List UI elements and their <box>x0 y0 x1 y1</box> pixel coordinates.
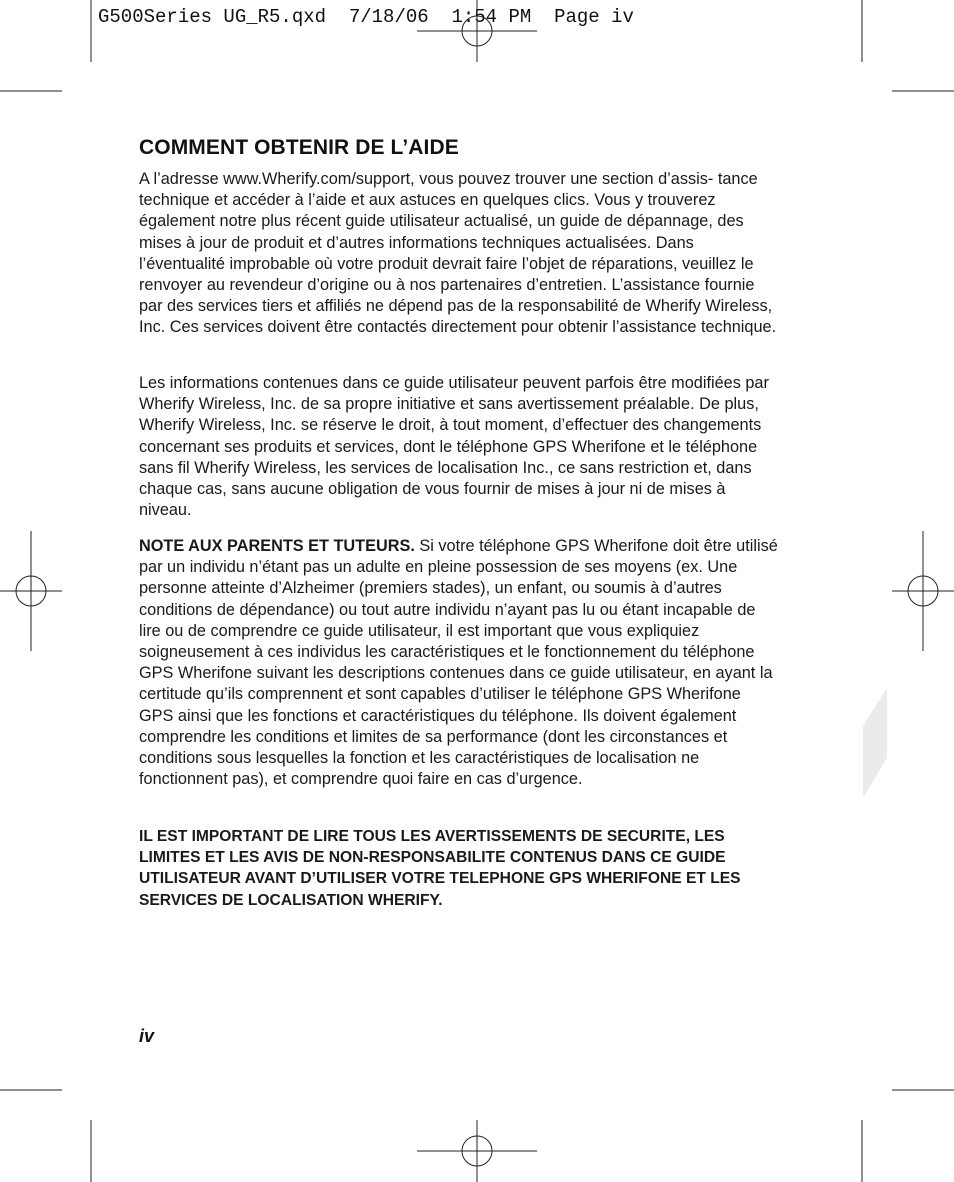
registration-mark-left <box>0 531 62 651</box>
registration-mark-bottom <box>417 1120 537 1182</box>
help-paragraph: A l’adresse www.Wherify.com/support, vous pouvez trouver une section d’assis- tance technique et accéder à l’aide et aux astuces en quelques clics. Vous y trouverez également notre plus récent guide utilisateur actualisé, un guide de dépannage, des mises à jour de produit et d’autres informations techniques actualisées. Dans l’éventualité improbable où votre produit devrait faire l’objet de réparations, veuillez le renvoyer au revendeur d’origine ou à nos partenaires d’entretien. L’assistance fournie par des services tiers et affiliés ne dépend pas de la responsabilité de Wherify Wireless, Inc. Ces services doivent être contactés directement pour obtenir l’assistance technique. <box>139 170 777 337</box>
safety-warning-paragraph: IL EST IMPORTANT DE LIRE TOUS LES AVERTISSEMENTS DE SECURITE, LES LIMITES ET LES AVIS DE NON-RESPONSABILITE CONTENUS DANS CE GUIDE UTILISATEUR AVANT D’UTILISER VOTRE TELEPHONE GPS WHERIFONE ET LES SERVICES DE LOCALISATION WHERIFY. <box>139 828 741 909</box>
disclaimer-paragraph: Les informations contenues dans ce guide utilisateur peuvent parfois être modifiées par Wherify Wireless, Inc. de sa propre initiative et sans avertissement préalable. De plus, Wherify Wireless, Inc. se réserve le droit, à tout moment, d’effectuer des changements concernant ses produits et services, dont le téléphone GPS Wherifone et le téléphone sans fil Wherify Wireless, les services de localisation Inc., ce sans restriction et, dans chaque cas, sans aucune obligation de vous fournir de mises à jour ni de mises à niveau. <box>139 374 769 520</box>
parents-note-heading: NOTE AUX PARENTS ET TUTEURS. <box>139 537 415 555</box>
registration-mark-top <box>417 0 537 62</box>
section-edge-tab <box>863 688 887 798</box>
registration-mark-right <box>892 531 954 651</box>
parents-note-text: Si votre téléphone GPS Wherifone doit être utilisé par un individu n’étant pas un adulte en pleine possession de ses moyens (ex. Une personne atteinte d’Alzheimer (premiers stades), un enfant, ou soumis à d’autres conditions de dépendance) ou tout autre individu n’ayant pas lu ou étant incapable de lire ou de comprendre ce guide utilisateur, il est important que vous expliquiez soigneusement à ces individus les caractéristiques et le fonctionnement du téléphone GPS Wherifone suivant les descriptions contenues dans ce guide utilisateur, en ayant la certitude qu’ils comprennent et sont capables d’utiliser le téléphone GPS Wherifone GPS ainsi que les fonctions et caractéristiques du téléphone. Ils doivent également comprendre les conditions et limites de sa performance (dont les circonstances et conditions sous lesquelles la fonction et les caractéristiques de localisation ne fonctionnent pas), et comprendre quoi faire en cas d’urgence. <box>139 537 778 789</box>
parents-note-paragraph <box>139 536 779 790</box>
print-slug-line: G500Series UG_R5.qxd 7/18/06 1:54 PM Page iv <box>98 6 634 28</box>
page-title: COMMENT OBTENIR DE L’AIDE <box>139 136 459 159</box>
page-number: iv <box>139 1026 155 1046</box>
